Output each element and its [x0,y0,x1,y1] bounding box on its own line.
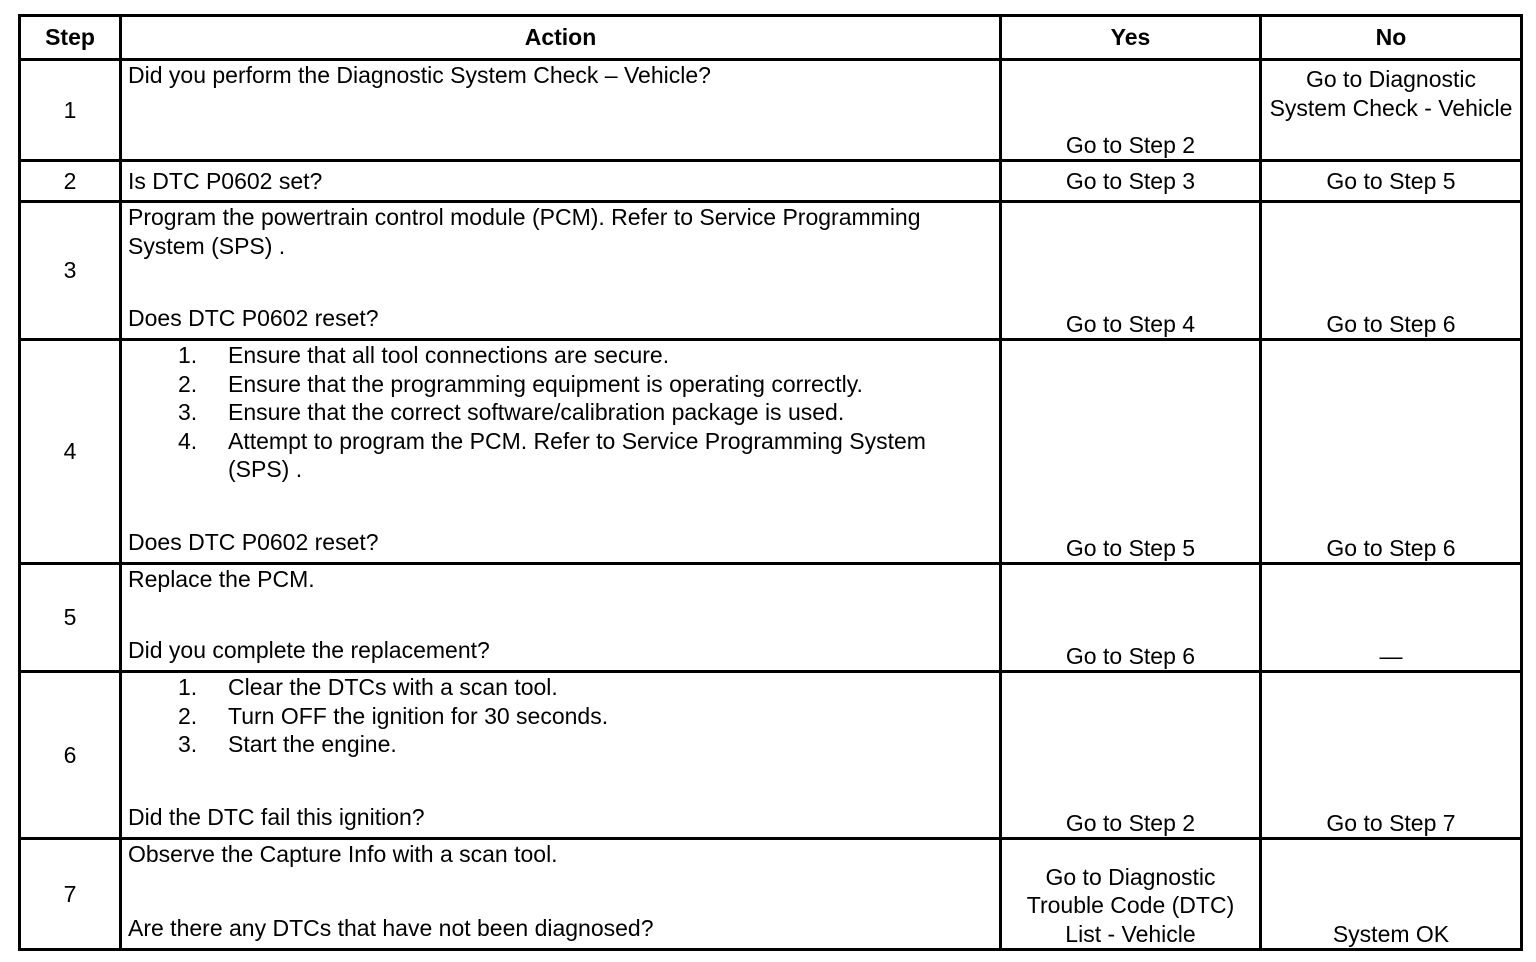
action-question: Did the DTC fail this ignition? [128,803,425,830]
list-item-number: 2. [178,702,198,729]
list-item [128,673,993,702]
list-item [128,730,993,759]
list-item-text: Turn OFF the ignition for 30 seconds. [228,702,609,729]
action-instruction: Program the powertrain control module (PCM). Refer to Service Programming System (SPS) . [128,204,921,259]
list-item [128,341,993,370]
step-number: 1 [21,61,122,162]
header-yes: Yes [1002,17,1262,61]
no-cell: Go to Step 7 [1262,673,1523,840]
action-cell [122,341,1002,565]
header-action: Action [122,17,1002,61]
list-item-number: 3. [178,399,198,425]
list-item-text: Ensure that the programming equipment is operating correctly. [228,370,863,397]
table-row [21,341,1523,565]
action-question: Does DTC P0602 reset? [128,304,379,331]
step-number: 3 [21,203,122,341]
action-cell [122,203,1002,341]
procedure-list [128,341,993,484]
action-cell: Did you perform the Diagnostic System Check – Vehicle? [122,61,1002,162]
step-number: 7 [21,840,122,951]
table-row [21,565,1523,673]
no-cell: Go to Step 5 [1262,162,1523,203]
yes-cell: Go to Diagnostic Trouble Code (DTC) List - Vehicle [1002,840,1262,951]
table-row [21,840,1523,951]
no-cell: Go to Diagnostic System Check - Vehicle [1262,61,1523,162]
list-item [128,398,993,427]
list-item-number: 1. [178,342,198,368]
step-number: 6 [21,673,122,840]
table-row [21,203,1523,341]
action-cell [122,840,1002,951]
action-instruction: Replace the PCM. [128,566,315,592]
list-item-text: Clear the DTCs with a scan tool. [228,674,558,700]
list-item-text: Start the engine. [228,731,397,757]
yes-cell: Go to Step 2 [1002,61,1262,162]
list-item-number: 2. [178,370,198,397]
list-item [128,370,993,399]
list-item-text: Ensure that all tool connections are secure. [228,342,670,368]
table-row [21,61,1523,162]
action-instruction: Observe the Capture Info with a scan tool. [128,841,558,867]
list-item-text: Ensure that the correct software/calibration package is used. [228,399,845,425]
yes-cell: Go to Step 4 [1002,203,1262,341]
no-cell: System OK [1262,840,1523,951]
step-number: 5 [21,565,122,673]
action-question: Did you complete the replacement? [128,636,490,663]
yes-cell: Go to Step 2 [1002,673,1262,840]
no-cell: Go to Step 6 [1262,341,1523,565]
action-cell [122,565,1002,673]
no-cell: Go to Step 6 [1262,203,1523,341]
list-item [128,427,993,484]
action-cell: Is DTC P0602 set? [122,162,1002,203]
list-item-number: 4. [178,427,198,454]
table-row [21,673,1523,840]
header-no: No [1262,17,1523,61]
header-row [21,17,1523,61]
action-cell [122,673,1002,840]
yes-cell: Go to Step 5 [1002,341,1262,565]
step-number: 4 [21,341,122,565]
yes-cell: Go to Step 6 [1002,565,1262,673]
header-step: Step [21,17,122,61]
list-item-text: Attempt to program the PCM. Refer to Service Programming System (SPS) . [228,427,926,482]
procedure-list [128,673,993,759]
list-item-number: 3. [178,731,198,757]
action-question: Are there any DTCs that have not been diagnosed? [128,914,654,941]
list-item-number: 1. [178,674,198,700]
list-item [128,702,993,731]
yes-cell: Go to Step 3 [1002,162,1262,203]
action-question: Does DTC P0602 reset? [128,528,379,555]
diagnostic-table [18,14,1523,951]
table-row [21,162,1523,203]
no-cell: — [1262,565,1523,673]
step-number: 2 [21,162,122,203]
